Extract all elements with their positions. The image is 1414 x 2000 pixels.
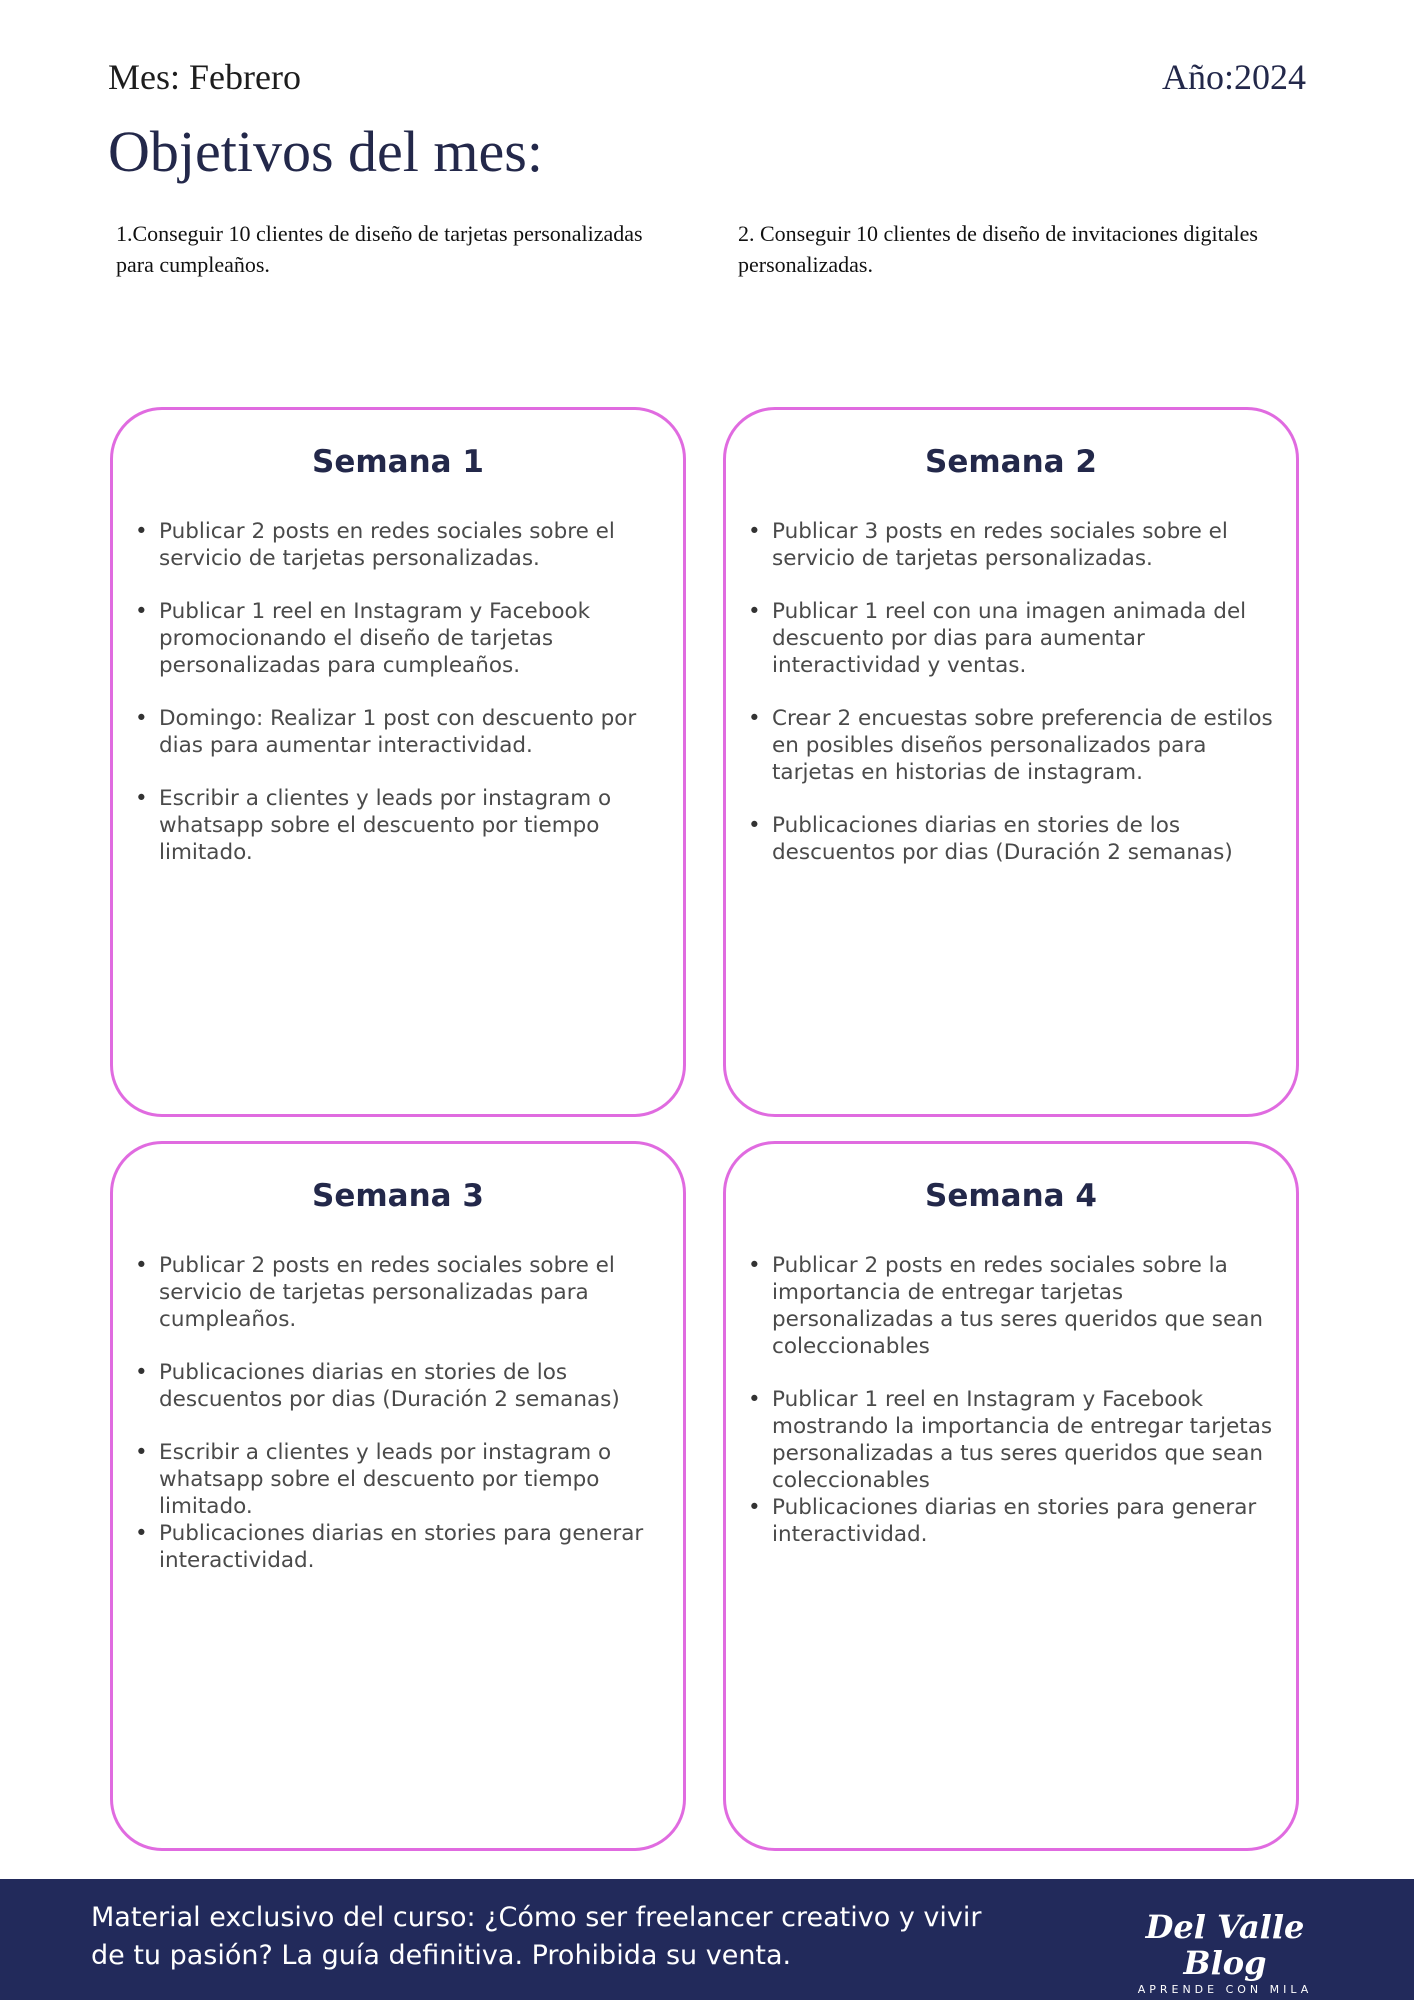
list-item: • Publicaciones diarias en stories para generar interactividad. — [159, 1520, 671, 1574]
week-4-list — [726, 1252, 1296, 1574]
list-item: • Escribir a clientes y leads por instagram o whatsapp sobre el descuento por tiempo limitado. — [159, 1439, 671, 1520]
list-item: • Publicar 1 reel en Instagram y Facebook promocionando el diseño de tarjetas personalizadas para cumpleaños. — [159, 598, 671, 679]
week-1-title: Semana 1 — [312, 444, 484, 480]
week-2-list — [726, 518, 1296, 892]
list-item: • Publicar 2 posts en redes sociales sobre el servicio de tarjetas personalizadas para cumpleaños. — [159, 1252, 671, 1333]
list-item: • Escribir a clientes y leads por instagram o whatsapp sobre el descuento por tiempo limitado. — [159, 785, 671, 866]
logo-sub-text: APRENDE CON MILA — [1137, 1983, 1313, 1996]
list-item: • Publicaciones diarias en stories para generar interactividad. — [772, 1494, 1284, 1548]
list-item: • Publicar 3 posts en redes sociales sobre el servicio de tarjetas personalizadas. — [772, 518, 1284, 572]
week-3-card — [110, 1141, 686, 1851]
brand-logo — [1120, 1909, 1330, 1996]
footer-text: Material exclusivo del curso: ¿Cómo ser freelancer creativo y vivir de tu pasión? La guía definitiva. Prohibida su venta. — [91, 1902, 982, 1971]
list-item: • Publicaciones diarias en stories de los descuentos por dias (Duración 2 semanas) — [159, 1359, 671, 1413]
list-item: • Publicar 2 posts en redes sociales sobre el servicio de tarjetas personalizadas. — [159, 518, 671, 572]
week-3-list — [113, 1252, 683, 1600]
year-label: Año:2024 — [1162, 57, 1306, 97]
list-item: • Publicar 1 reel con una imagen animada del descuento por dias para aumentar interactividad y ventas. — [772, 598, 1284, 679]
month-label: Mes: Febrero — [108, 57, 301, 97]
list-item: • Publicaciones diarias en stories de los descuentos por dias (Duración 2 semanas) — [772, 812, 1284, 866]
week-4-card — [723, 1141, 1299, 1851]
logo-main-text: Del Valle Blog — [1145, 1908, 1305, 1982]
footer-bar — [0, 1879, 1414, 2000]
goals-title: Objetivos del mes: — [108, 119, 543, 184]
week-4-title: Semana 4 — [925, 1178, 1097, 1214]
list-item: • Publicar 2 posts en redes sociales sobre la importancia de entregar tarjetas personalizadas a tus seres queridos que sean coleccionables — [772, 1252, 1284, 1360]
list-item: • Publicar 1 reel en Instagram y Facebook mostrando la importancia de entregar tarjetas personalizadas a tus seres queridos que sean coleccionables — [772, 1386, 1284, 1494]
week-2-card — [723, 407, 1299, 1117]
list-item: • Crear 2 encuestas sobre preferencia de estilos en posibles diseños personalizados para tarjetas en historias de instagram. — [772, 705, 1284, 786]
list-item: • Domingo: Realizar 1 post con descuento por dias para aumentar interactividad. — [159, 705, 671, 759]
week-1-list — [113, 518, 683, 892]
goal-2: 2. Conseguir 10 clientes de diseño de invitaciones digitales personalizadas. — [738, 221, 1258, 277]
week-3-title: Semana 3 — [312, 1178, 484, 1214]
week-2-title: Semana 2 — [925, 444, 1097, 480]
week-1-card — [110, 407, 686, 1117]
goal-1: 1.Conseguir 10 clientes de diseño de tarjetas personalizadas para cumpleaños. — [116, 221, 643, 277]
